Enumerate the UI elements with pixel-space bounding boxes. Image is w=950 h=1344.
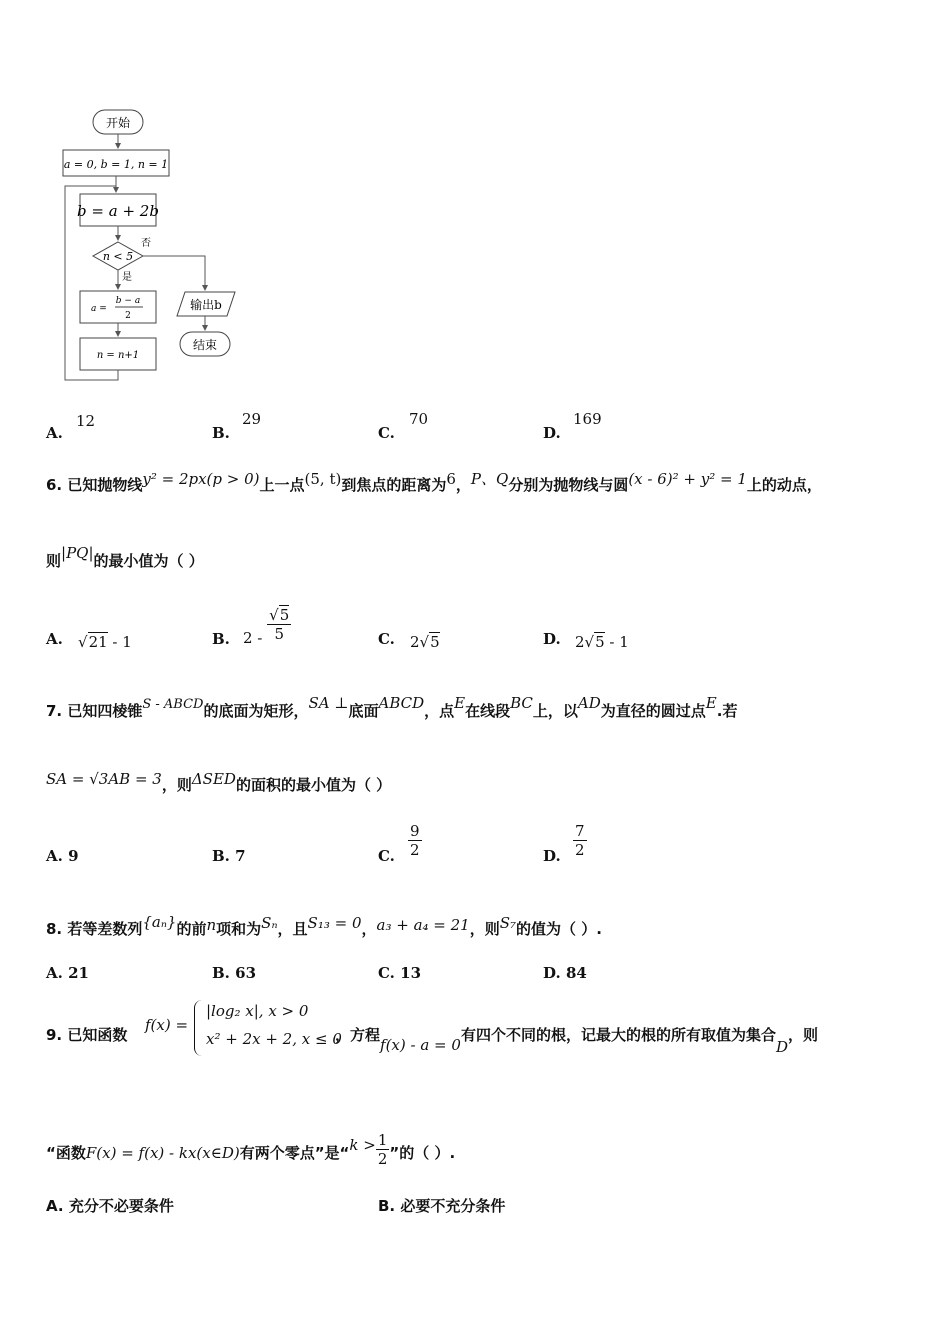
q9-text-e: “函数 bbox=[46, 1144, 86, 1162]
option-value: 21 bbox=[68, 964, 89, 982]
q6-point: (5, t) bbox=[304, 470, 342, 488]
q9-option-a bbox=[46, 1195, 174, 1216]
q6-line2 bbox=[46, 544, 204, 571]
flow-output-label: 输出b bbox=[190, 298, 222, 312]
q7-pyramid: S - ABCD bbox=[142, 697, 204, 712]
q7-option-c-letter: C. bbox=[378, 847, 395, 865]
q9-option-b bbox=[378, 1195, 505, 1216]
option-letter: A. bbox=[46, 1197, 64, 1215]
q7-text-d: ，点 bbox=[424, 702, 455, 720]
q7-text-c: 底面 bbox=[348, 702, 379, 720]
option-letter: C. bbox=[378, 424, 395, 442]
q6-text-a: 6. 已知抛物线 bbox=[46, 476, 143, 494]
q5-option-c-value: 70 bbox=[409, 410, 429, 428]
q6-text-e: 上的动点， bbox=[746, 476, 822, 494]
option-letter: B. bbox=[378, 1197, 396, 1215]
q9-text-b: ，方程 bbox=[335, 1026, 381, 1044]
q9-equation: f(x) - a = 0 bbox=[380, 1036, 461, 1054]
q5-option-d-value: 169 bbox=[573, 410, 602, 428]
q8-text-a: 8. 若等差数列 bbox=[46, 920, 143, 938]
q8-n: n bbox=[206, 916, 217, 934]
q8-text-c: 项和为 bbox=[216, 920, 262, 938]
option-value: 必要不充分条件 bbox=[400, 1197, 506, 1215]
q6-option-d-letter: D. bbox=[543, 630, 561, 648]
q9-text-f: 有两个零点”是“ bbox=[239, 1144, 350, 1162]
q5-option-d bbox=[543, 424, 561, 442]
q8-text-f: 的值为（ ）. bbox=[516, 920, 602, 938]
q5-option-c bbox=[378, 424, 395, 442]
q6-option-a-value: √21 - 1 bbox=[78, 633, 132, 651]
option-letter: B. bbox=[212, 847, 230, 865]
q7-text-b: 的底面为矩形， bbox=[203, 702, 309, 720]
q6-text-f: 则 bbox=[46, 552, 62, 570]
flowchart bbox=[55, 100, 255, 390]
q6-option-b-letter: B. bbox=[212, 630, 230, 648]
option-letter: B. bbox=[212, 964, 230, 982]
q5-option-b-value: 29 bbox=[242, 410, 262, 428]
option-letter: A. bbox=[46, 424, 63, 442]
q9-text-c: 有四个不同的根，记最大的根的所有取值为集合 bbox=[460, 1026, 776, 1044]
q7-abcd: ABCD bbox=[378, 694, 425, 712]
flow-start-label: 开始 bbox=[105, 116, 131, 130]
flow-condition-label: n < 5 bbox=[102, 250, 134, 263]
q9-text-g: ”的（ ）. bbox=[389, 1144, 456, 1162]
q7-triangle: ΔSED bbox=[191, 770, 236, 788]
q9-case1: |log₂ x|, x > 0 bbox=[206, 1002, 309, 1020]
q6-pq: P、Q bbox=[470, 470, 509, 488]
q8-option-d bbox=[543, 964, 587, 982]
q5-option-a bbox=[46, 424, 63, 442]
q6-text-c: 到焦点的距离为 bbox=[341, 476, 447, 494]
q7-sa-perp: SA ⊥ bbox=[308, 694, 349, 712]
q6-text-b: 上一点 bbox=[259, 476, 305, 494]
q9-k: k > bbox=[349, 1136, 376, 1154]
flow-end-label: 结束 bbox=[192, 338, 218, 352]
q8-line bbox=[46, 913, 602, 939]
option-value: 13 bbox=[400, 964, 422, 982]
option-letter: A. bbox=[46, 964, 63, 982]
q6-line1 bbox=[46, 470, 822, 495]
q7-option-d-frac: $\frac{7}{2}$ bbox=[575, 822, 585, 859]
q9-half-den: 2 bbox=[377, 1150, 388, 1168]
q6-text-d: 分别为抛物线与圆 bbox=[508, 476, 629, 494]
q8-sequence: {aₙ} bbox=[142, 913, 177, 931]
option-value: 63 bbox=[235, 964, 257, 982]
q7-text-e: 在线段 bbox=[465, 702, 511, 720]
q6-comma: ， bbox=[455, 476, 471, 494]
q9-case2: x² + 2x + 2, x ≤ 0 bbox=[206, 1030, 342, 1048]
q8-text-e: ，则 bbox=[469, 920, 500, 938]
q6-circle-eq: (x - 6)² + y² = 1 bbox=[628, 470, 747, 488]
q8-s13: S₁₃ = 0 bbox=[307, 914, 362, 932]
q7-line1 bbox=[46, 694, 738, 721]
flow-step-a-lhs: a = bbox=[91, 304, 107, 314]
q8-text-b: 的前 bbox=[176, 920, 207, 938]
q7-text-g: 为直径的圆过点 bbox=[600, 702, 706, 720]
q8-option-c bbox=[378, 964, 421, 982]
q9-set-d: D bbox=[775, 1038, 788, 1056]
flow-step-n-label: n = n+1 bbox=[96, 350, 140, 361]
q7-text-f: 上，以 bbox=[532, 702, 578, 720]
flow-step-b-label: b = a + 2b bbox=[77, 202, 159, 220]
q8-sn: Sₙ bbox=[261, 914, 278, 932]
flow-yes-label: 是 bbox=[122, 272, 132, 283]
q9-label: 9. 已知函数 bbox=[46, 1026, 128, 1044]
q7-ad: AD bbox=[577, 694, 601, 712]
q9-half-num: 1 bbox=[377, 1131, 388, 1149]
q5-option-b bbox=[212, 424, 230, 442]
q7-option-c-frac: $\frac{9}{2}$ bbox=[410, 822, 420, 859]
option-letter: C. bbox=[378, 964, 395, 982]
q6-option-b-value: 2 - $\frac{√5}{5}$ bbox=[243, 606, 290, 647]
q7-line2 bbox=[46, 770, 392, 795]
option-value: 充分不必要条件 bbox=[68, 1197, 174, 1215]
q5-option-a-value: 12 bbox=[76, 412, 96, 430]
q8-option-b bbox=[212, 964, 256, 982]
q7-text-a: 7. 已知四棱锥 bbox=[46, 702, 143, 720]
q6-option-d-value: 2√5 - 1 bbox=[575, 633, 629, 651]
q8-a3a4: a₃ + a₄ = 21 bbox=[376, 916, 470, 934]
q7-condition: SA = √3AB = 3 bbox=[46, 770, 162, 788]
flow-init-label: a = 0, b = 1, n = 1 bbox=[63, 158, 169, 171]
q6-option-c-letter: C. bbox=[378, 630, 395, 648]
option-letter: D. bbox=[543, 964, 561, 982]
q6-option-c-value: 2√5 bbox=[410, 633, 440, 651]
q8-text-d: ，且 bbox=[277, 920, 308, 938]
q9-half bbox=[376, 1131, 390, 1168]
q6-six: 6 bbox=[446, 470, 456, 488]
q7-text-i: ，则 bbox=[161, 776, 192, 794]
option-letter: B. bbox=[212, 424, 230, 442]
q9-text-d: ，则 bbox=[787, 1026, 818, 1044]
q8-comma: ， bbox=[361, 920, 377, 938]
flow-step-a-num: b − a bbox=[115, 296, 141, 306]
q9-brace bbox=[194, 1000, 205, 1056]
q7-option-b bbox=[212, 847, 246, 865]
q9-line1-rest bbox=[335, 1024, 818, 1056]
flow-step-a-den: 2 bbox=[125, 311, 131, 321]
q7-bc: BC bbox=[510, 694, 533, 712]
q6-text-g: 的最小值为（ ） bbox=[93, 552, 204, 570]
q7-point-e: E bbox=[454, 694, 466, 712]
q9-fx: f(x) = bbox=[145, 1016, 189, 1034]
q8-s7: S₇ bbox=[499, 914, 517, 932]
flow-no-label: 否 bbox=[141, 238, 151, 249]
q6-option-b-frac: $\frac{√5}{5}$ bbox=[269, 606, 290, 643]
q9-line2 bbox=[46, 1131, 456, 1172]
q7-option-a bbox=[46, 847, 79, 865]
q7-text-j: 的面积的最小值为（ ） bbox=[235, 776, 392, 794]
q7-point-e2: E bbox=[705, 694, 717, 712]
q7-text-h: .若 bbox=[716, 702, 738, 720]
q9-Fx: F(x) = f(x) - kx(x∈D) bbox=[85, 1144, 240, 1162]
option-letter: D. bbox=[543, 424, 561, 442]
q6-option-a-letter: A. bbox=[46, 630, 63, 648]
option-letter: A. bbox=[46, 847, 63, 865]
option-value: 7 bbox=[235, 847, 246, 865]
q8-option-a bbox=[46, 964, 89, 982]
q6-abs-pq: |PQ| bbox=[61, 544, 94, 562]
q6-parabola-eq: y² = 2px(p > 0) bbox=[142, 470, 260, 488]
q7-option-d-letter: D. bbox=[543, 847, 561, 865]
option-value: 9 bbox=[68, 847, 79, 865]
option-value: 84 bbox=[565, 964, 587, 982]
